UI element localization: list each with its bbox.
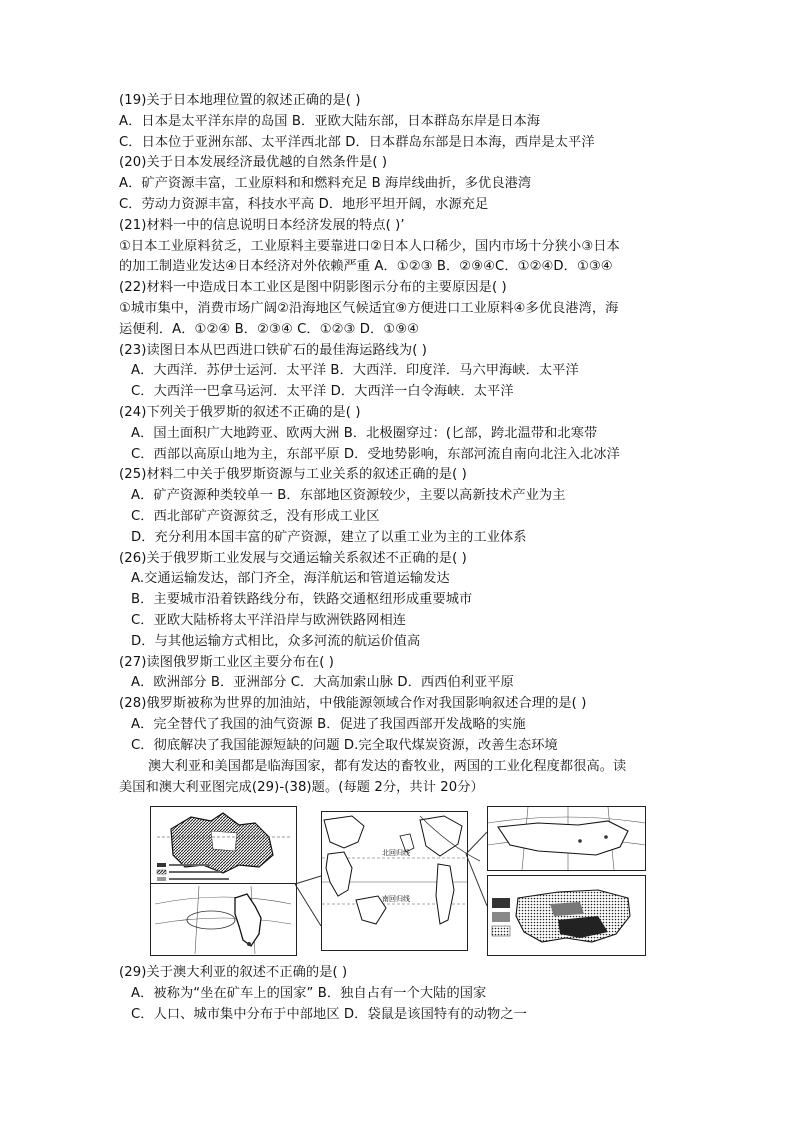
question-19: (19)关于日本地理位置的叙述正确的是( ) xyxy=(119,93,361,108)
intro-paragraph: 澳大利亚和美国都是临海国家，都有发达的畜牧业，两国的工业化程度都很高。读 xyxy=(148,759,627,774)
option-line: C．大西洋一巴拿马运河．太平洋 D．大西洋一白令海峡．太平洋 xyxy=(131,384,514,399)
option-line: A．国土面积广大地跨亚、欧两大洲 B．北极圈穿过：(匕部，跨北温带和北寒带 xyxy=(131,426,598,441)
option-line: D．充分利用本国丰富的矿产资源，建立了以重工业为主的工业体系 xyxy=(131,530,527,545)
question-20: (20)关于日本发展经济最优越的自然条件是( ) xyxy=(119,155,388,170)
option-line: A．日本是太平洋东岸的岛国 B．亚欧大陆东部，日本群岛东岸是日本海 xyxy=(119,114,541,129)
option-line: A．矿产资源种类较单一 B．东部地区资源较少，主要以高新技术产业为主 xyxy=(131,488,566,503)
question-26: (26)关于俄罗斯工业发展与交通运输关系叙述不正确的是( ) xyxy=(119,551,467,566)
south-tropic-label: 南回归线 xyxy=(382,895,410,903)
question-24: (24)下列关于俄罗斯的叙述不正确的是( ) xyxy=(119,405,361,420)
question-22: (22)材料一中造成日本工业区是图中阴影图示分布的主要原因是( ) xyxy=(119,280,507,295)
option-line: A．欧洲部分 B．亚洲部分 C．大高加索山脉 D．西西伯利亚平原 xyxy=(131,675,514,690)
option-line: 运便利．A．①②④ B．②③④ C．①②③ D．①⑨④ xyxy=(119,322,420,337)
question-28: (28)俄罗斯被称为世界的加油站，中俄能源领域合作对我国影响叙述合理的是( ) xyxy=(119,696,587,711)
usa-grid-map xyxy=(487,806,646,871)
option-line: C．彻底解决了我国能源短缺的问题 D.完全取代煤炭资源，改善生态环境 xyxy=(131,738,558,753)
question-21: (21)材料一中的信息说明日本经济发展的特点( )’ xyxy=(119,218,405,233)
option-line: B．主要城市沿着铁路线分布，铁路交通枢纽形成重要城市 xyxy=(131,592,473,607)
option-line: A．被称为“坐在矿车上的国家” B．独自占有一个大陆的国家 xyxy=(131,986,487,1001)
option-line: C．西北部矿产资源贫乏，没有形成工业区 xyxy=(131,509,380,524)
option-line: C．西部以高原山地为主，东部平原 D．受地势影响，东部河流自南向北注入北冰洋 xyxy=(131,447,620,462)
question-29: (29)关于澳大利亚的叙述不正确的是( ) xyxy=(119,965,348,980)
option-line: 的加工制造业发达④日本经济对外依赖严重 A．①②③ B．②⑨④C．①②④D．①③④ xyxy=(119,259,613,274)
question-27: (27)读图俄罗斯工业区主要分布在( ) xyxy=(119,655,334,670)
usa-agriculture-map xyxy=(487,875,646,956)
question-23: (23)读图日本从巴西进口铁矿石的最佳海运路线为( ) xyxy=(119,343,428,358)
map-figure xyxy=(150,806,644,954)
option-line: A．完全替代了我国的油气资源 B．促进了我国西部开发战略的实施 xyxy=(131,717,526,732)
option-line: C．人口、城市集中分布于中部地区 D．袋鼠是该国特有的动物之一 xyxy=(131,1007,527,1022)
option-line: C．亚欧大陆桥将太平洋沿岸与欧洲铁路网相连 xyxy=(131,613,407,628)
question-25: (25)材料二中关于俄罗斯资源与工业关系的叙述正确的是( ) xyxy=(119,467,467,482)
option-line: C．日本位于亚洲东部、太平洋西北部 D．日本群岛东部是日本海，西岸是太平洋 xyxy=(119,135,595,150)
option-line: C．劳动力资源丰富，科技水平高 D．地形平坦开阔，水源充足 xyxy=(119,197,489,212)
intro-paragraph: 美国和澳大利亚图完成(29)-(38)题。(每题 2分，共计 20分） xyxy=(119,780,484,795)
option-line: A．大西洋．苏伊士运河．太平洋 B．大西洋．印度洋．马六甲海峡．太平洋 xyxy=(131,363,579,378)
option-line: A.交通运输发达，部门齐全，海洋航运和管道运输发达 xyxy=(131,571,450,586)
option-line: D．与其他运输方式相比，众多河流的航运价值高 xyxy=(131,634,421,649)
north-tropic-label: 北回归线 xyxy=(382,849,410,857)
option-line: A．矿产资源丰富，工业原料和和燃料充足 B 海岸线曲折，多优良港湾 xyxy=(119,176,532,191)
option-line: ①城市集中，消费市场广阔②沿海地区气候适宜⑨方便进口工业原料④多优良港湾，海 xyxy=(119,301,619,316)
option-line: ①日本工业原料贫乏，工业原料主要靠进口②日本人口稀少，国内市场十分狭小③日本 xyxy=(119,239,620,254)
